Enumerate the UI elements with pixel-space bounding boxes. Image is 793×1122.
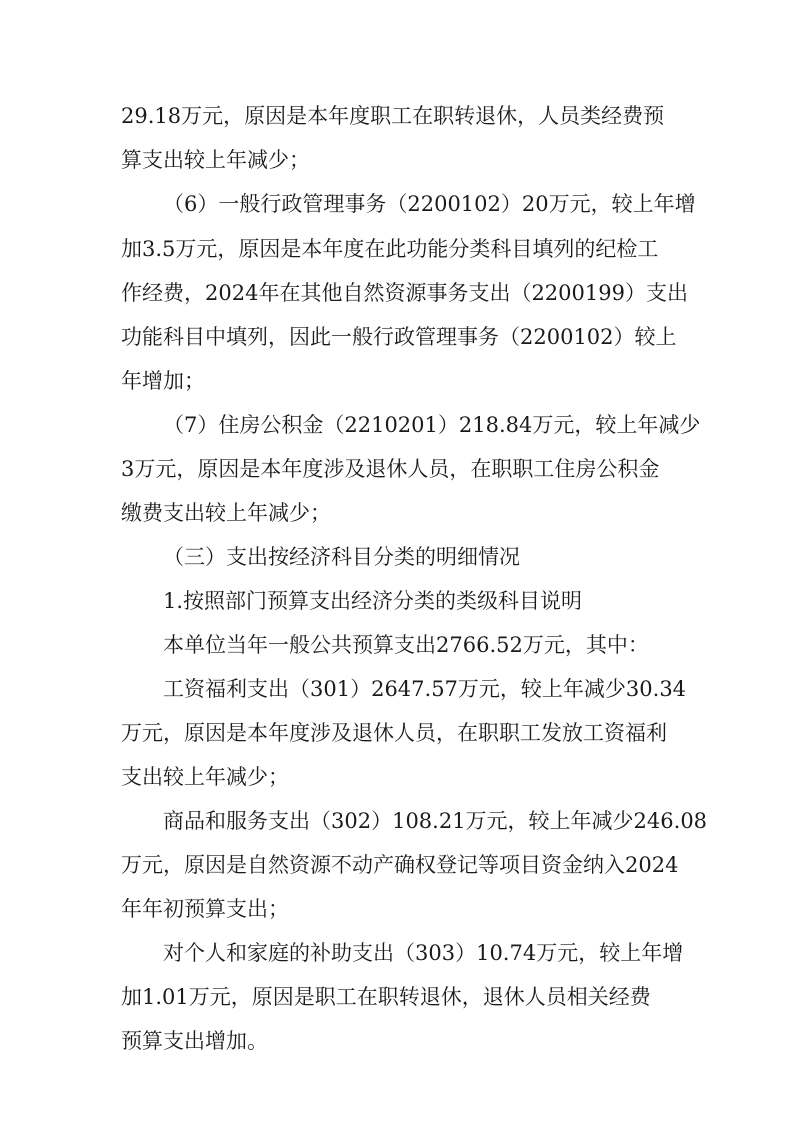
text-line: 万元，原因是本年度涉及退休人员，在职职工发放工资福利 [121,721,667,745]
paragraph-303-line-2 [0,977,793,1017]
paragraph-3-line-2 [0,449,793,489]
paragraph-301-line-2 [0,713,793,753]
paragraph-2-line-3 [0,273,793,313]
text-line: 商品和服务支出（302）108.21万元，较上年减少246.08 [163,809,708,833]
paragraph-3-line-3 [0,493,793,533]
paragraph-302-line-1 [0,801,793,841]
text-line: 对个人和家庭的补助支出（303）10.74万元，较上年增 [163,941,684,965]
paragraph-302-line-3 [0,889,793,929]
text-line: 3万元，原因是本年度涉及退休人员，在职职工住房公积金 [121,457,660,481]
paragraph-303-line-1 [0,933,793,973]
text-line: 加1.01万元，原因是职工在职转退休，退休人员相关经费 [121,985,651,1009]
text-line: 工资福利支出（301）2647.57万元，较上年减少30.34 [163,677,687,701]
paragraph-303-line-3 [0,1021,793,1061]
text-line: 功能科目中填列，因此一般行政管理事务（2200102）较上 [121,325,677,349]
section-heading: （三）支出按经济科目分类的明细情况 [163,545,520,569]
paragraph-2-line-5 [0,361,793,401]
text-line: 作经费，2024年在其他自然资源事务支出（2200199）支出 [121,281,688,305]
text-line: 29.18万元，原因是本年度职工在职转退休，人员类经费预 [121,104,665,128]
summary-line [0,625,793,665]
text-line: 预算支出增加。 [121,1029,268,1053]
paragraph-301-line-3 [0,757,793,797]
paragraph-2-line-4 [0,317,793,357]
paragraph-302-line-2 [0,845,793,885]
text-line: （7）住房公积金（2210201）218.84万元，较上年减少 [163,413,701,437]
paragraph-2-line-1 [0,184,793,224]
subheading-line [0,581,793,621]
text-line: 本单位当年一般公共预算支出2766.52万元，其中： [163,633,649,657]
paragraph-1-line-1 [0,96,793,136]
paragraph-2-line-2 [0,229,793,269]
text-line: 年增加； [121,369,205,393]
text-line: 算支出较上年减少； [121,148,310,172]
text-line: 加3.5万元，原因是本年度在此功能分类科目填列的纪检工 [121,237,659,261]
text-line: 支出较上年减少； [121,765,289,789]
section-heading-line [0,537,793,577]
paragraph-1-line-2 [0,140,793,180]
text-line: 年年初预算支出； [121,897,289,921]
text-line: 万元，原因是自然资源不动产确权登记等项目资金纳入2024 [121,853,679,877]
text-line: （6）一般行政管理事务（2200102）20万元，较上年增 [163,192,696,216]
paragraph-3-line-1 [0,405,793,445]
subheading: 1.按照部门预算支出经济分类的类级科目说明 [163,589,583,613]
paragraph-301-line-1 [0,669,793,709]
text-line: 缴费支出较上年减少； [121,501,331,525]
